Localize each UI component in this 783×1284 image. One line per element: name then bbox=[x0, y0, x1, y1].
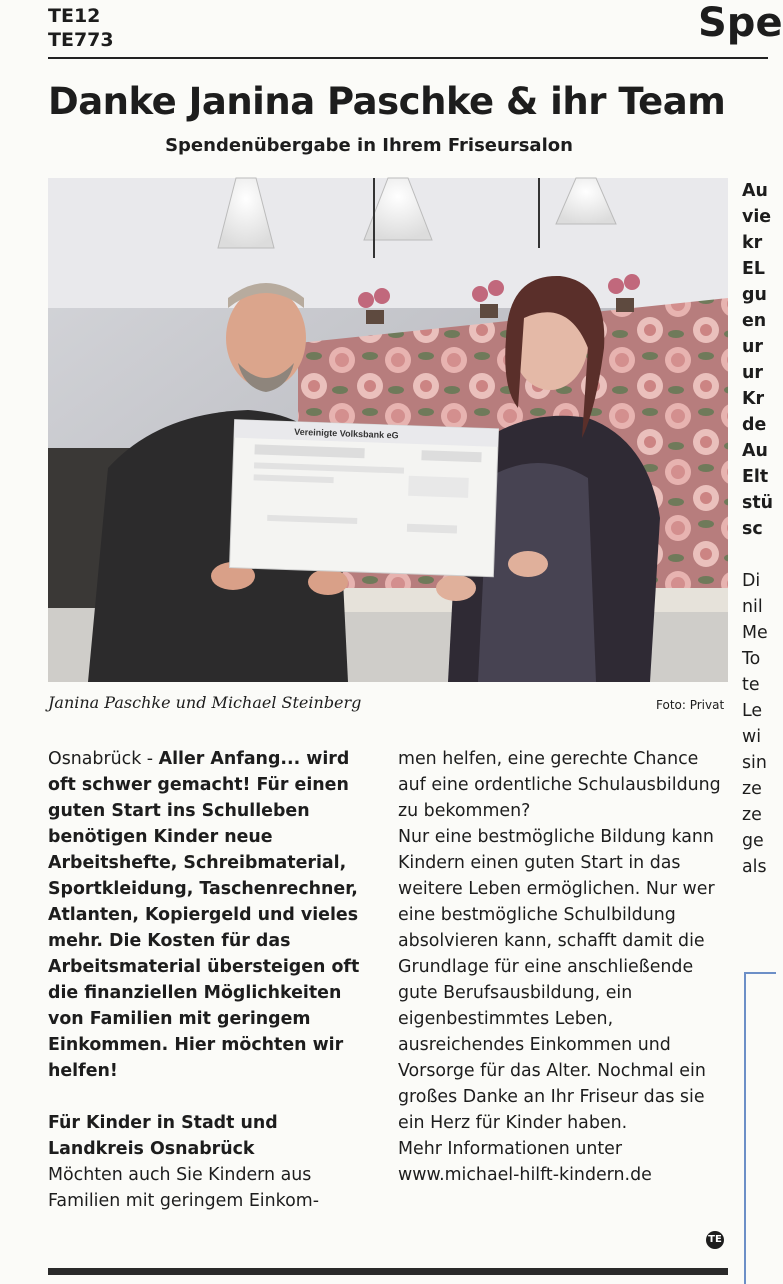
header-rule bbox=[48, 57, 768, 59]
article-column-1 bbox=[48, 746, 380, 1214]
adjacent-text-fragment: To bbox=[742, 649, 761, 669]
adjacent-text-fragment: ze bbox=[742, 805, 762, 825]
section-title: Spe bbox=[698, 0, 783, 46]
adjacent-article-column bbox=[742, 178, 774, 880]
photo-credit: Foto: Privat bbox=[656, 698, 725, 712]
adjacent-text-fragment: de bbox=[742, 415, 767, 435]
section-heading-line-2: Landkreis Osnabrück bbox=[48, 1139, 255, 1159]
adjacent-text-fragment: Le bbox=[742, 701, 763, 721]
adjacent-text-fragment: als bbox=[742, 857, 767, 877]
section-heading: Für Kinder in Stadt und bbox=[48, 1113, 278, 1133]
adjacent-text-fragment: Me bbox=[742, 623, 768, 643]
issue-code: TE12 bbox=[48, 5, 101, 27]
adjacent-text-fragment: sc bbox=[742, 519, 763, 539]
adjacent-text-fragment: nil bbox=[742, 597, 763, 617]
adjacent-text-fragment: Di bbox=[742, 571, 761, 591]
article-headline: Danke Janina Paschke & ihr Team bbox=[48, 80, 726, 123]
issue-codes bbox=[48, 4, 114, 52]
adjacent-text-fragment: vie bbox=[742, 207, 772, 227]
adjacent-text-fragment: gu bbox=[742, 285, 767, 305]
adjacent-text-fragment: sin bbox=[742, 753, 767, 773]
article-photo bbox=[48, 178, 728, 682]
adjacent-text-fragment: Au bbox=[742, 181, 768, 201]
adjacent-text-fragment: ur bbox=[742, 337, 763, 357]
adjacent-text-fragment: en bbox=[742, 311, 767, 331]
adjacent-text-fragment: EL bbox=[742, 259, 765, 279]
photo-illustration bbox=[48, 178, 728, 682]
adjacent-text-fragment: te bbox=[742, 675, 760, 695]
dateline: Osnabrück - bbox=[48, 749, 159, 769]
body-paragraph: Nur eine bestmögliche Bildung kann Kindern einen guten Start in das weitere Leben ermöglichen. Nur wer eine bestmögliche Schulbildung absolvieren kann, schafft damit die Grundlage für eine anschließende gute Berufsausbildung, ein eigenbestimmtes Leben, ausreichendes Einkommen und Vorsorge für das Alter. Nochmal ein großes Danke an Ihr Friseur das sie ein Herz für Kinder haben. bbox=[398, 827, 715, 1133]
adjacent-text-fragment: wi bbox=[742, 727, 762, 747]
adjacent-text-fragment: Kr bbox=[742, 389, 765, 409]
lead-paragraph: Aller Anfang... wird oft schwer gemacht! Für einen guten Start ins Schulleben benötigen Kinder neue Arbeitshefte, Schreibmaterial, Sportkleidung, Taschenrechner, Atlanten, Kopiergeld und vieles mehr. Die Kosten für das Arbeitsmaterial übersteigen oft die finanziellen Möglichkeiten von Familien mit geringem Einkommen. Hier möchten wir helfen! bbox=[48, 749, 360, 1081]
article-column-2 bbox=[398, 746, 728, 1188]
footer-rule bbox=[48, 1268, 728, 1275]
adjacent-text-fragment: Au bbox=[742, 441, 768, 461]
adjacent-text-fragment: Elt bbox=[742, 467, 769, 487]
body-paragraph-continued: men helfen, eine gerechte Chance auf eine ordentliche Schulausbildung zu bekommen? bbox=[398, 749, 721, 821]
adjacent-text-fragment: ge bbox=[742, 831, 764, 851]
adjacent-text-fragment: kr bbox=[742, 233, 763, 253]
adjacent-text-fragment: ze bbox=[742, 779, 762, 799]
issue-code: TE773 bbox=[48, 29, 114, 51]
photo-caption: Janina Paschke und Michael Steinberg bbox=[48, 693, 362, 712]
side-box bbox=[744, 972, 776, 1284]
body-paragraph: Möchten auch Sie Kindern aus Familien mit geringem Einkom- bbox=[48, 1165, 319, 1211]
adjacent-text-fragment: ur bbox=[742, 363, 763, 383]
article-subheadline: Spendenübergabe in Ihrem Friseursalon bbox=[165, 135, 573, 156]
adjacent-text-fragment: stü bbox=[742, 493, 774, 513]
cheque-bank-name: Vereinigte Volksbank eG bbox=[294, 426, 399, 441]
more-info-line: Mehr Informationen unter www.michael-hilft-kindern.de bbox=[398, 1139, 652, 1185]
te-logo-icon: TE bbox=[706, 1231, 724, 1249]
